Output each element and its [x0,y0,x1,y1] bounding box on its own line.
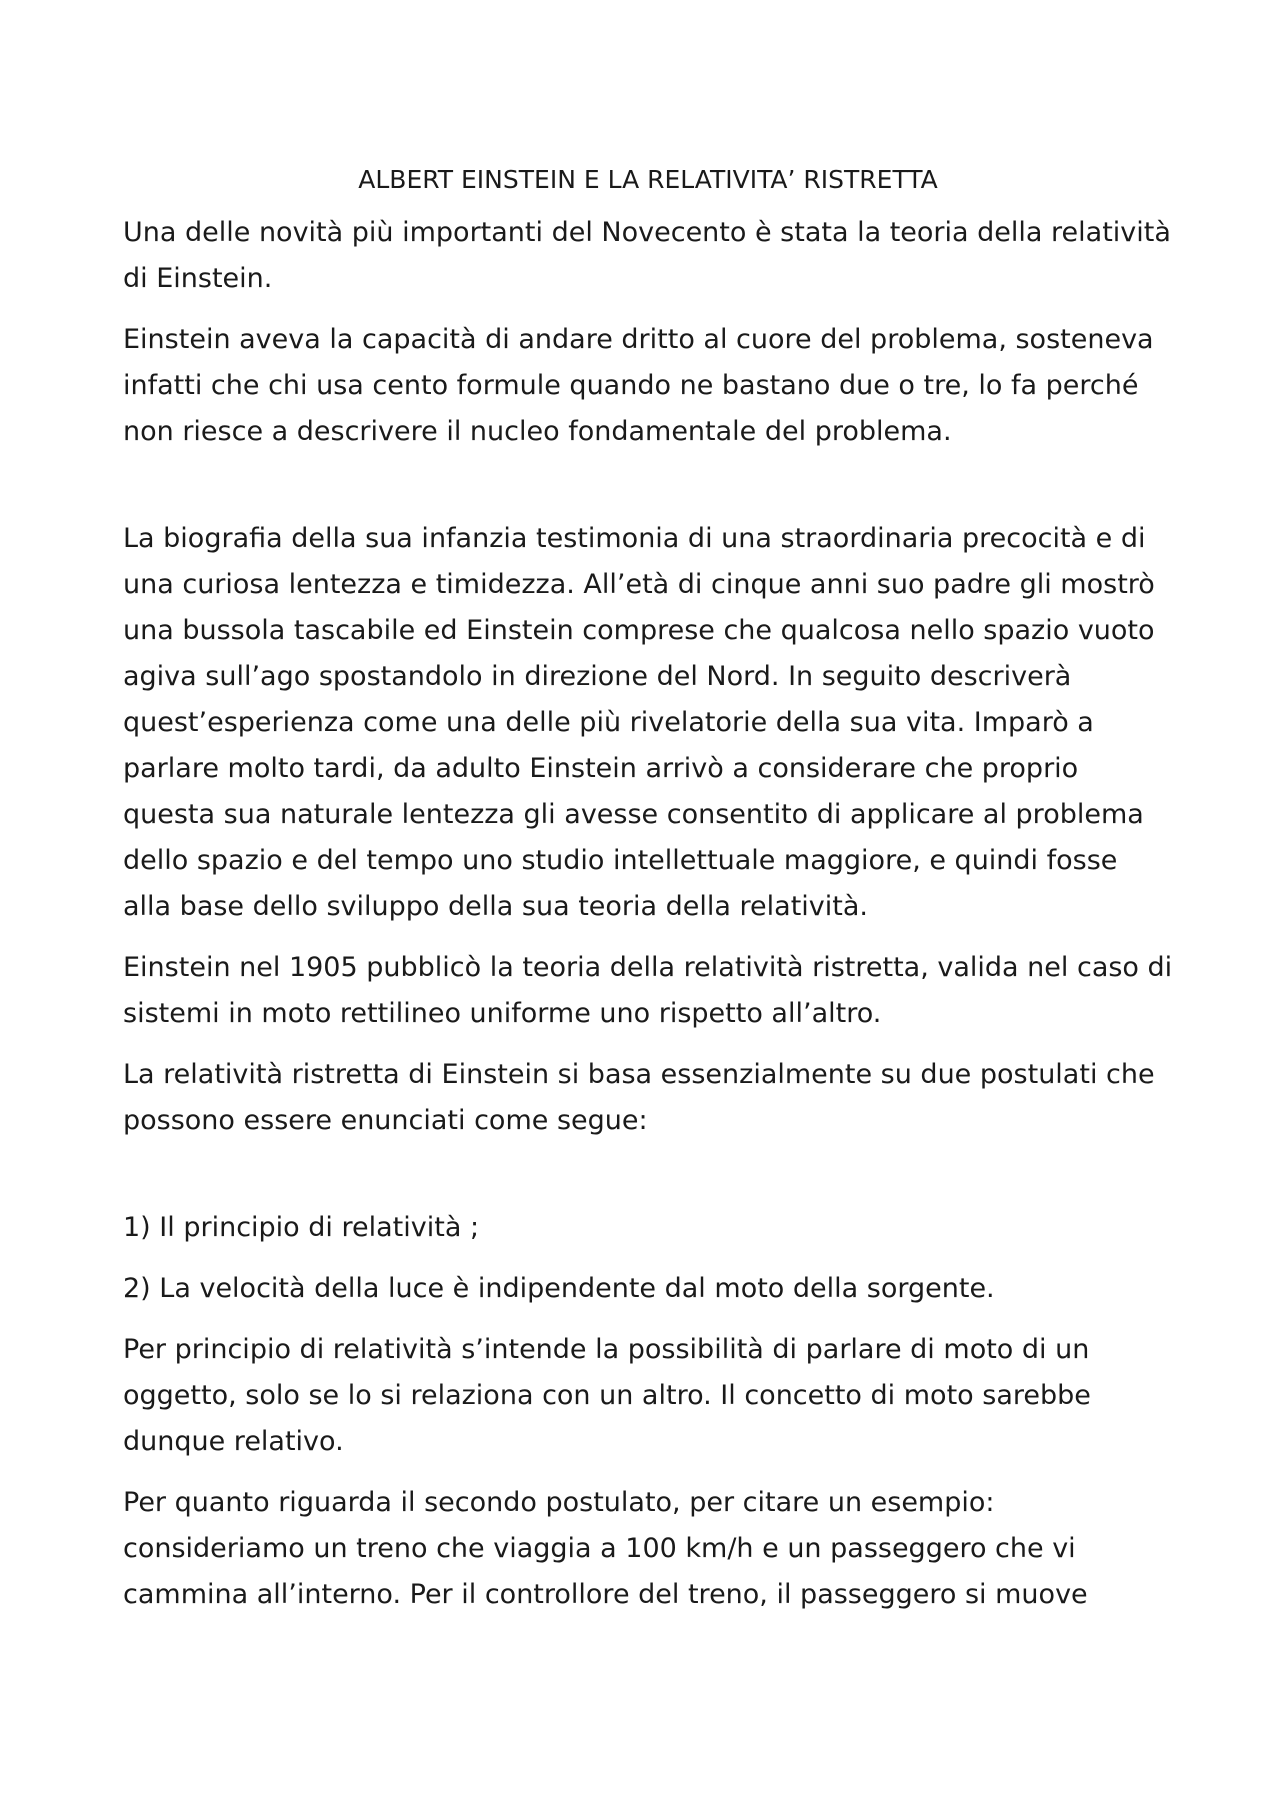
paragraph-relativity-principle: Per principio di relatività s’intende la possibilità di parlare di moto di un oggetto, solo se lo si relaziona con un altro. Il concetto di moto sarebbe dunque relativo. [123,1334,1091,1457]
paragraph-biography: La biografia della sua infanzia testimonia di una straordinaria precocità e di una curiosa lentezza e timidezza. All’età di cinque anni suo padre gli mostrò una bussola tascabile ed Einstein comprese che qualcosa nello spazio vuoto agiva sull’ago spostandolo in direzione del Nord. In seguito descriverà quest’esperienza come una delle più rivelatorie della sua vita. Imparò a parlare molto tardi, da adulto Einstein arrivò a considerare che proprio questa sua naturale lentezza gli avesse consentito di applicare al problema dello spazio e del tempo uno studio intellettuale maggiore, e quindi fosse alla base dello sviluppo della sua teoria della relatività. [123,523,1155,922]
paragraph-intro: Una delle novità più importanti del Novecento è stata la teoria della relatività di Einstein. [123,217,1171,294]
paragraph-1905: Einstein nel 1905 pubblicò la teoria della relatività ristretta, valida nel caso di sistemi in moto rettilineo uniforme uno rispetto all’altro. [123,952,1173,1029]
blank-line [123,1159,1173,1205]
paragraph-postulates-intro: La relatività ristretta di Einstein si basa essenzialmente su due postulati che possono essere enunciati come segue: [123,1059,1155,1136]
document-body [123,160,1173,1633]
document-title: ALBERT EINSTEIN E LA RELATIVITA’ RISTRETTA [358,165,938,194]
paragraph-einstein-method: Einstein aveva la capacità di andare dritto al cuore del problema, sosteneva infatti che chi usa cento formule quando ne bastano due o tre, lo fa perché non riesce a descrivere il nucleo fondamentale del problema. [123,324,1154,447]
paragraph-second-postulate: Per quanto riguarda il secondo postulato, per citare un esempio: consideriamo un treno che viaggia a 100 km/h e un passeggero che vi cammina all’interno. Per il controllore del treno, il passeggero si muove [123,1487,1088,1610]
postulate-2: 2) La velocità della luce è indipendente dal moto della sorgente. [123,1273,995,1304]
blank-line [123,470,1173,516]
postulate-1: 1) Il principio di relatività ; [123,1212,480,1243]
